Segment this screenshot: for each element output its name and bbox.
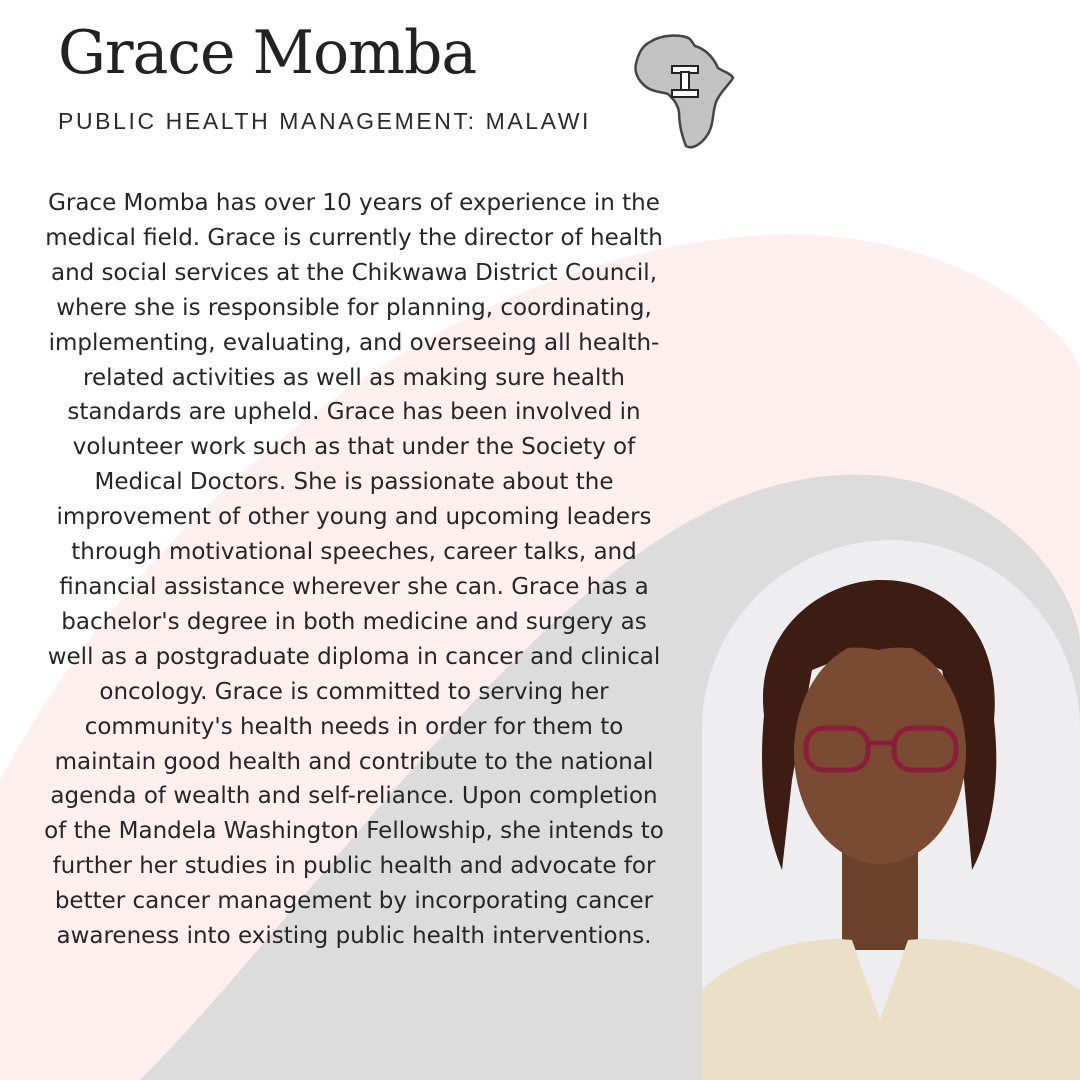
africa-map-logo	[632, 30, 736, 152]
portrait-photo	[702, 540, 1080, 1080]
person-name: Grace Momba	[58, 18, 477, 88]
biography-text: Grace Momba has over 10 years of experience in the medical field. Grace is currently the director of health and social services at the Chikwawa District Council, where she is responsible for planning, coordinating, implementing, evaluating, and overseeing all health-related activities as well as making sure health standards are upheld. Grace has been involved in volunteer work such as that under the Society of Medical Doctors. She is passionate about the improvement of other young and upcoming leaders through motivational speeches, career talks, and financial assistance wherever she can. Grace has a bachelor's degree in both medicine and surgery as well as a postgraduate diploma in cancer and clinical oncology. Grace is committed to serving her community's health needs in order for them to maintain good health and contribute to the national agenda of wealth and self-reliance. Upon completion of the Mandela Washington Fellowship, she intends to further her studies in public health and advocate for better cancer management by incorporating cancer awareness into existing public health interventions.	[44, 190, 664, 950]
role-subtitle: PUBLIC HEALTH MANAGEMENT: MALAWI	[58, 108, 592, 134]
face	[794, 640, 966, 864]
